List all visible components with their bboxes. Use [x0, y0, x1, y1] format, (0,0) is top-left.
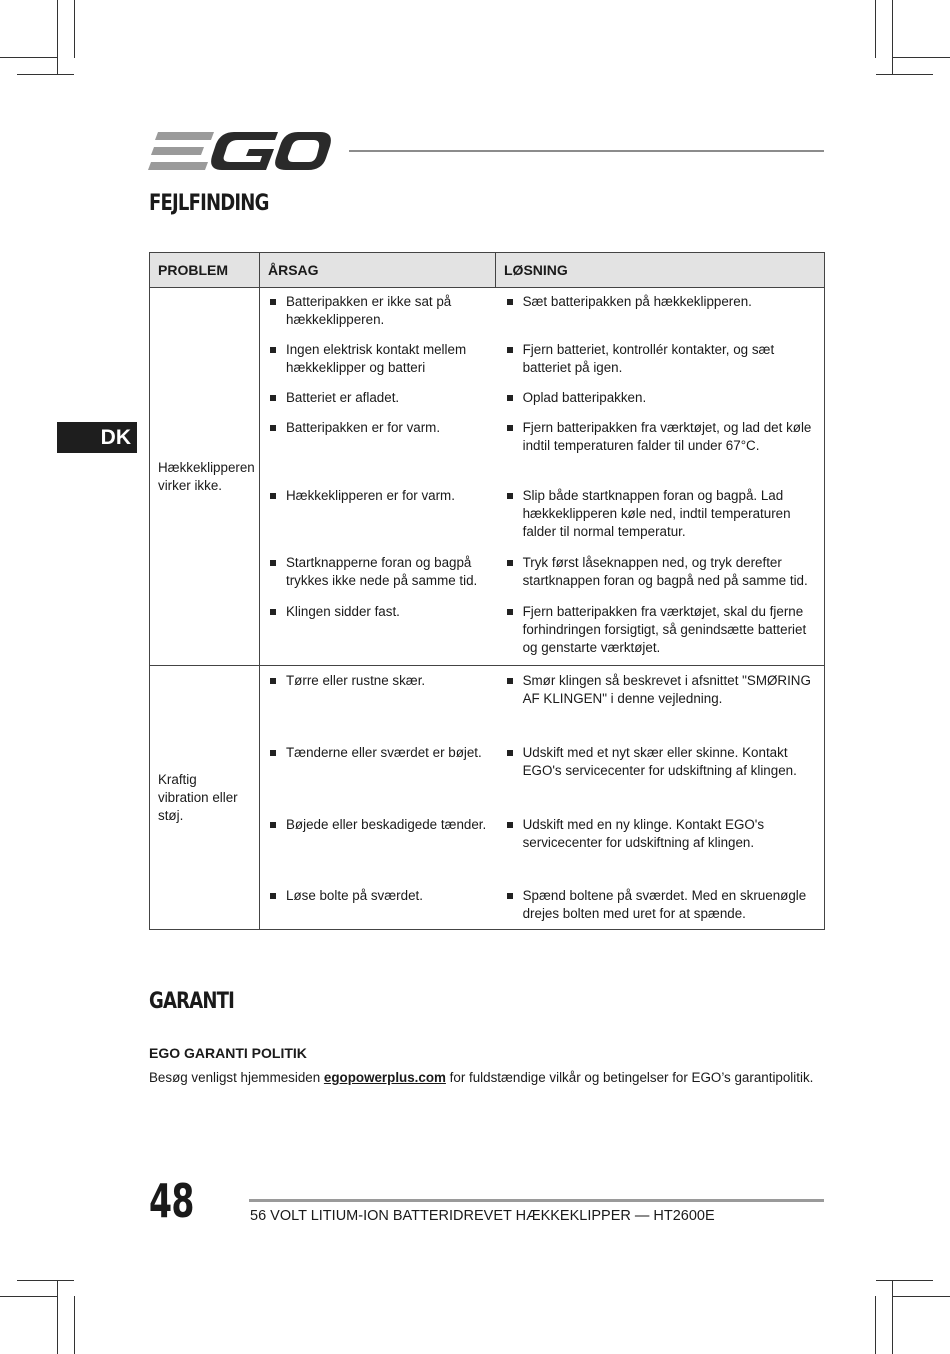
bullet-icon: [507, 609, 513, 615]
column-header-problem: PROBLEM: [150, 253, 260, 288]
problem-cell: Kraftig vibration eller støj.: [150, 666, 260, 930]
solution-text: Fjern batteripakken fra værktøjet, og lad det køle indtil temperaturen falder til under 67°C.: [522, 420, 812, 453]
bullet-icon: [507, 560, 513, 566]
table-row: [150, 666, 825, 930]
bullet-icon: [270, 750, 276, 756]
list-item: [260, 887, 824, 929]
bullet-icon: [270, 893, 276, 899]
crop-mark: [74, 1296, 75, 1354]
crop-mark: [875, 1296, 876, 1354]
bullet-icon: [270, 493, 276, 499]
bullet-icon: [507, 893, 513, 899]
troubleshooting-table: [149, 252, 825, 930]
list-item: [260, 816, 824, 887]
cause-text: Tænderne eller sværdet er bøjet.: [286, 745, 482, 760]
page-number: 48: [149, 1174, 194, 1228]
list-item: [260, 487, 824, 554]
cause-text: Batteriet er afladet.: [286, 390, 400, 405]
solution-text: Udskift med en ny klinge. Kontakt EGO's servicecenter for udskiftning af klingen.: [522, 817, 765, 850]
solution-text: Fjern batteripakken fra værktøjet, skal du fjerne forhindringen forsigtigt, så genindsætte batteriet og genstarte værktøjet.: [522, 604, 807, 655]
list-item: [260, 419, 824, 487]
warranty-title: GARANTI: [149, 989, 234, 1014]
solution-text: Sæt batteripakken på hækkeklipperen.: [522, 294, 752, 309]
cause-text: Løse bolte på sværdet.: [286, 888, 423, 903]
warranty-text-before: Besøg venligst hjemmesiden: [149, 1070, 324, 1085]
list-item: [260, 389, 824, 419]
crop-mark: [17, 1280, 74, 1281]
crop-mark: [876, 1280, 933, 1281]
cause-solution-cell: [260, 666, 825, 930]
list-item: [260, 554, 824, 603]
crop-mark: [875, 0, 876, 58]
solution-text: Udskift med et nyt skær eller skinne. Kontakt EGO's servicecenter for udskiftning af klingen.: [522, 745, 797, 778]
crop-mark: [0, 57, 58, 58]
problem-cell: Hækkeklipperen virker ikke.: [150, 288, 260, 666]
footer-text: 56 VOLT LITIUM-ION BATTERIDREVET HÆKKEKLIPPER — HT2600E: [250, 1208, 715, 1224]
language-tab: DK: [57, 422, 137, 453]
troubleshooting-title: FEJLFINDING: [149, 191, 269, 216]
crop-mark: [892, 0, 893, 74]
solution-text: Tryk først låseknappen ned, og tryk derefter startknappen foran og bagpå ned på samme tid.: [522, 555, 808, 588]
bullet-icon: [507, 822, 513, 828]
crop-mark: [17, 74, 74, 75]
ego-logo: [148, 128, 333, 174]
crop-mark: [876, 74, 933, 75]
cause-text: Klingen sidder fast.: [286, 604, 400, 619]
bullet-icon: [270, 425, 276, 431]
bullet-icon: [507, 750, 513, 756]
crop-mark: [892, 1280, 893, 1354]
list-item: [260, 341, 824, 389]
bullet-icon: [507, 493, 513, 499]
table-row: [150, 288, 825, 666]
crop-mark: [892, 57, 950, 58]
bullet-icon: [270, 609, 276, 615]
crop-mark: [57, 0, 58, 74]
column-header-cause: ÅRSAG: [260, 253, 496, 288]
bullet-icon: [270, 395, 276, 401]
cause-text: Bøjede eller beskadigede tænder.: [286, 817, 487, 832]
cause-text: Ingen elektrisk kontakt mellem hækkeklipper og batteri: [286, 342, 467, 375]
warranty-text-after: for fuldstændige vilkår og betingelser for EGO’s garantipolitik.: [445, 1070, 814, 1085]
crop-mark: [74, 0, 75, 58]
solution-text: Spænd boltene på sværdet. Med en skruenøgle drejes bolten med uret for at spænde.: [522, 888, 807, 921]
bullet-icon: [507, 678, 513, 684]
crop-mark: [57, 1280, 58, 1354]
cause-text: Batteripakken er ikke sat på hækkeklipperen.: [286, 294, 452, 327]
solution-text: Slip både startknappen foran og bagpå. Lad hækkeklipperen køle ned, indtil temperaturen falder til normal temperatur.: [522, 488, 791, 539]
bullet-icon: [270, 560, 276, 566]
bullet-icon: [270, 347, 276, 353]
warranty-text: [149, 1070, 813, 1085]
warranty-subtitle: EGO GARANTI POLITIK: [149, 1045, 307, 1061]
footer-rule: [249, 1199, 824, 1202]
bullet-icon: [270, 678, 276, 684]
bullet-icon: [507, 299, 513, 305]
list-item: [260, 293, 824, 341]
cause-text: Batteripakken er for varm.: [286, 420, 441, 435]
cause-text: Hækkeklipperen er for varm.: [286, 488, 455, 503]
crop-mark: [0, 1296, 58, 1297]
crop-mark: [892, 1296, 950, 1297]
header-rule: [349, 150, 824, 152]
table-header-row: [150, 253, 825, 288]
solution-text: Fjern batteriet, kontrollér kontakter, og sæt batteriet på igen.: [522, 342, 775, 375]
list-item: [260, 744, 824, 816]
bullet-icon: [270, 299, 276, 305]
list-item: [260, 603, 824, 665]
bullet-icon: [507, 395, 513, 401]
solution-text: Smør klingen så beskrevet i afsnittet "SMØRING AF KLINGEN" i denne vejledning.: [522, 673, 811, 706]
bullet-icon: [507, 425, 513, 431]
cause-text: Startknapperne foran og bagpå trykkes ikke nede på samme tid.: [286, 555, 478, 588]
list-item: [260, 672, 824, 744]
bullet-icon: [507, 347, 513, 353]
warranty-link[interactable]: egopowerplus.com: [323, 1070, 446, 1085]
column-header-solution: LØSNING: [496, 253, 825, 288]
cause-text: Tørre eller rustne skær.: [286, 673, 426, 688]
solution-text: Oplad batteripakken.: [522, 390, 647, 405]
cause-solution-cell: [260, 288, 825, 666]
bullet-icon: [270, 822, 276, 828]
